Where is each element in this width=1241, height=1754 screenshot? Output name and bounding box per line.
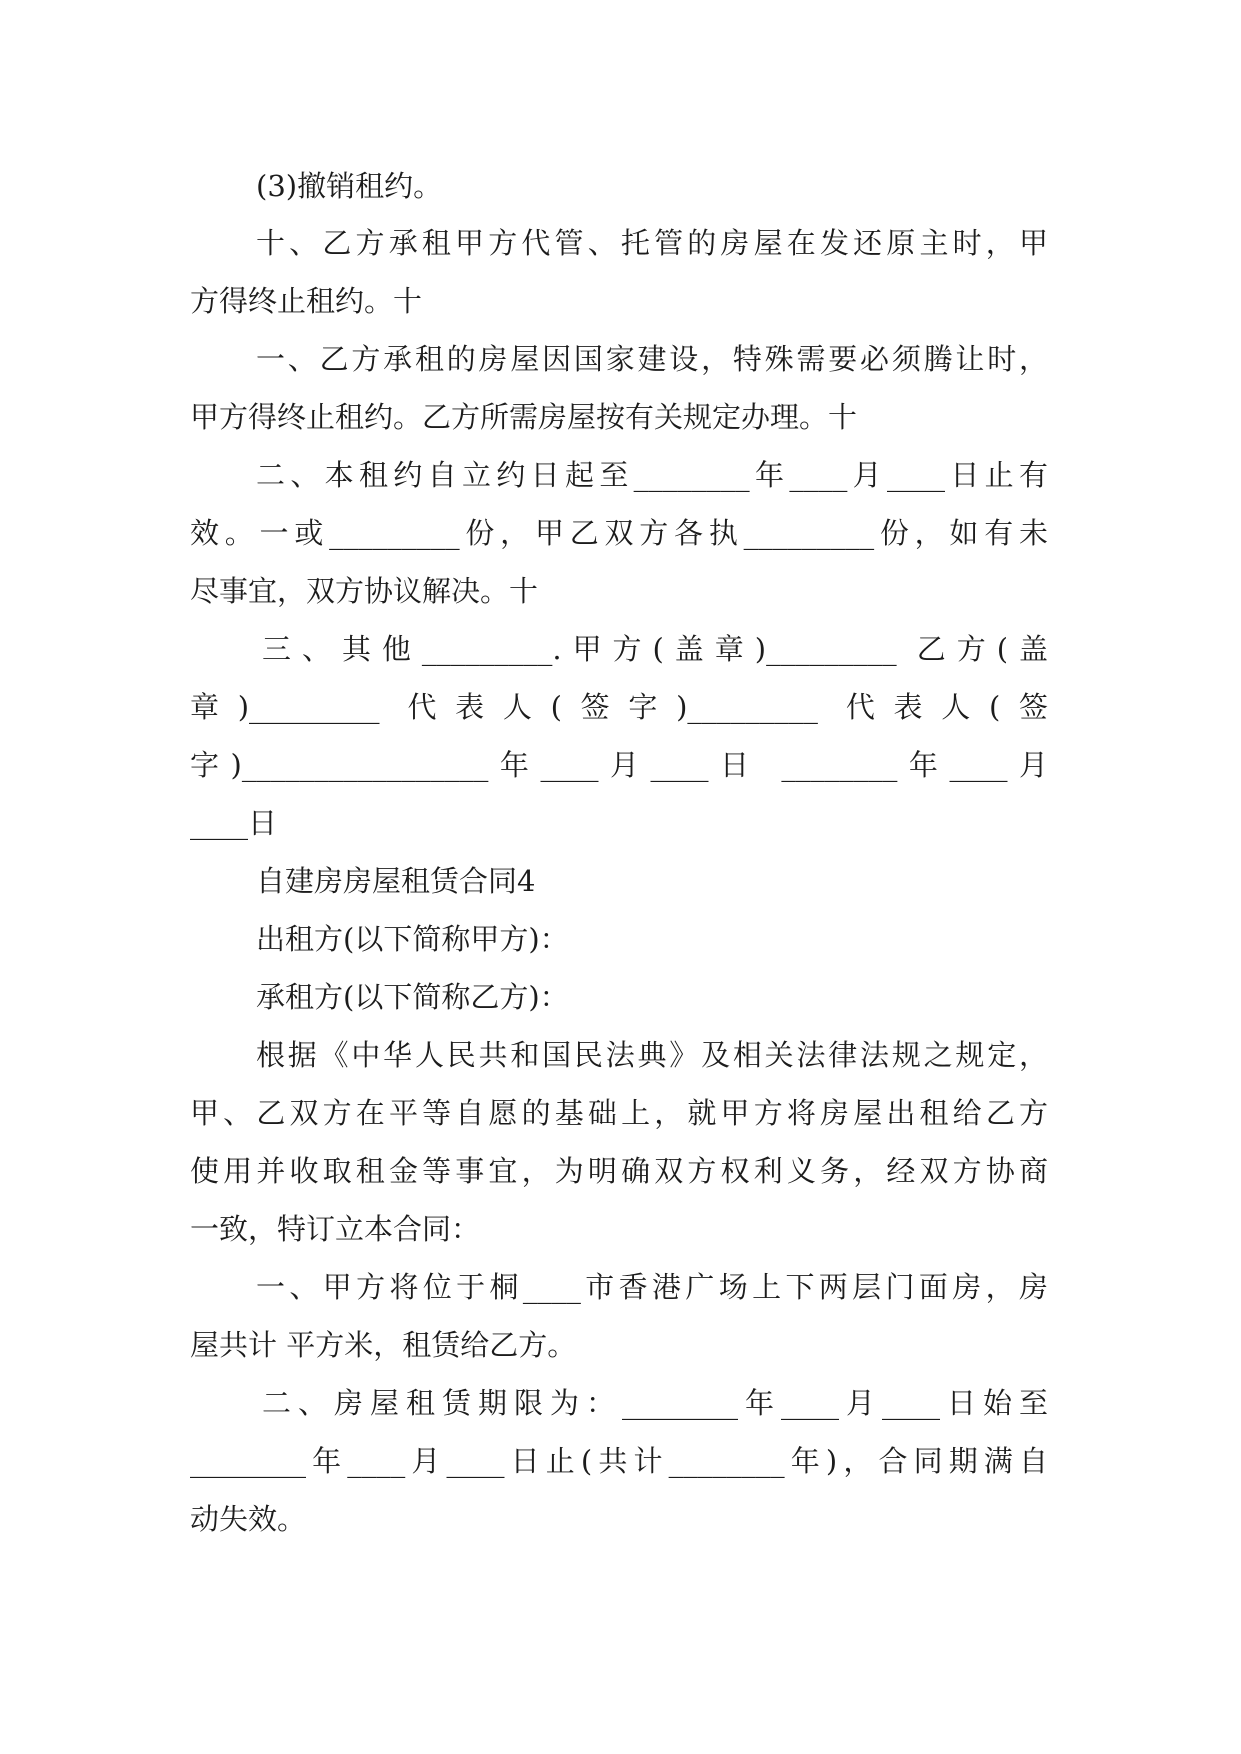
text-line-3: 方得终止租约。十 [190, 284, 423, 318]
text-line-22: 二、房屋租赁期限为：________年____月____日始至 [262, 1386, 1048, 1420]
text-line-11: 字)_________________年____月____日 ________年____月 [190, 748, 1048, 782]
text-line-1: (3)撤销租约。 [256, 169, 443, 203]
text-line-17: 甲、乙双方在平等自愿的基础上，就甲方将房屋出租给乙方 [190, 1096, 1048, 1130]
section-heading: 自建房房屋租赁合同4 [256, 864, 536, 898]
text-line-24: 动失效。 [190, 1502, 307, 1536]
text-line-18: 使用并收取租金等事宜，为明确双方权利义务，经双方协商 [190, 1154, 1048, 1188]
text-line-5: 甲方得终止租约。乙方所需房屋按有关规定办理。十 [190, 400, 858, 434]
text-line-2: 十、乙方承租甲方代管、托管的房屋在发还原主时，甲 [256, 226, 1048, 260]
text-line-12: ____日 [190, 806, 278, 840]
text-line-21: 屋共计 平方米，租赁给乙方。 [190, 1328, 577, 1362]
text-line-7: 效。一或_________份，甲乙双方各执_________份，如有未 [190, 516, 1048, 550]
text-line-23: ________年____月____日止(共计________年)，合同期满自 [190, 1444, 1048, 1478]
text-line-20: 一、甲方将位于桐____市香港广场上下两层门面房，房 [256, 1270, 1048, 1304]
text-line-4: 一、乙方承租的房屋因国家建设，特殊需要必须腾让时， [256, 342, 1048, 376]
text-line-16: 根据《中华人民共和国民法典》及相关法律法规之规定， [256, 1038, 1048, 1072]
text-line-6: 二、本租约自立约日起至________年____月____日止有 [256, 458, 1048, 492]
text-line-14: 出租方(以下简称甲方)： [256, 922, 569, 956]
text-line-9: 三、其他_________.甲方(盖章)_________ 乙方(盖 [262, 632, 1048, 666]
text-line-19: 一致，特订立本合同： [190, 1212, 481, 1246]
text-line-10: 章)_________ 代表人(签字)_________ 代表人(签 [190, 690, 1048, 724]
text-line-15: 承租方(以下简称乙方)： [256, 980, 569, 1014]
text-line-8: 尽事宜，双方协议解决。十 [190, 574, 539, 608]
